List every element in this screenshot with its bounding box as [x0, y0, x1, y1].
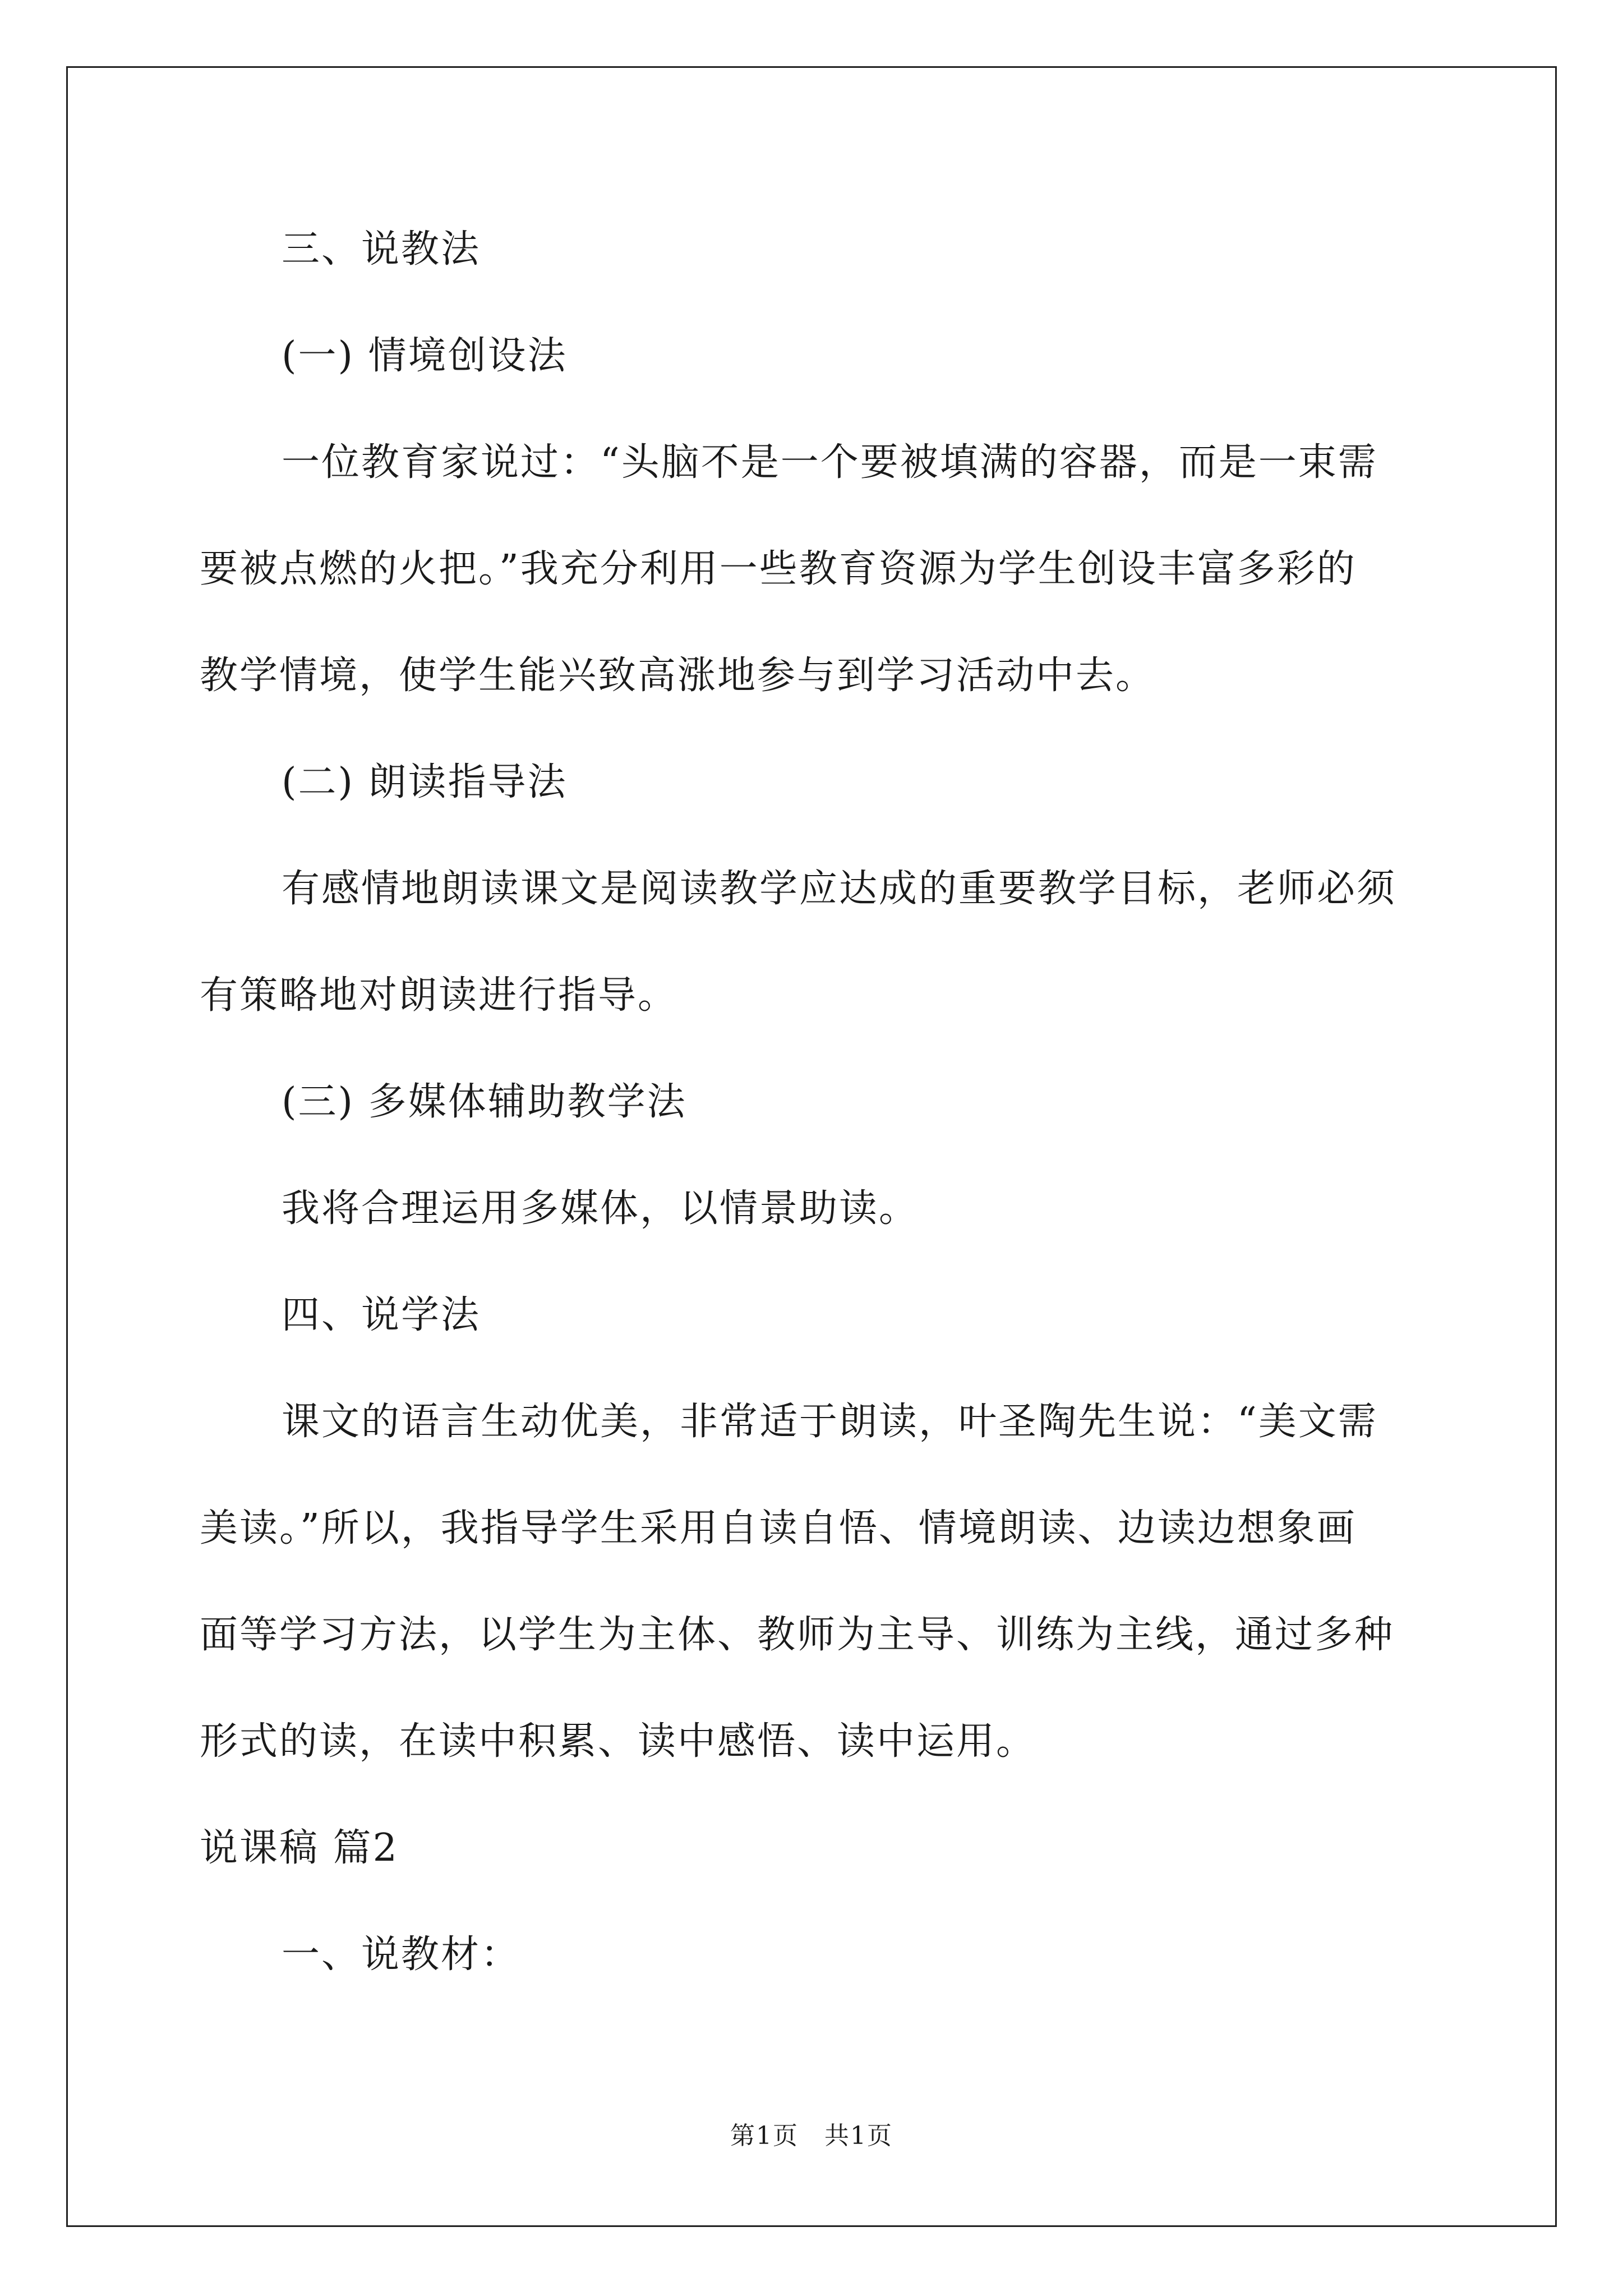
section-heading: 一、说教材： — [282, 1932, 521, 1977]
subsection-heading: (一) 情境创设法 — [282, 334, 568, 378]
paragraph-line: 美读。”所以，我指导学生采用自读自悟、情境朗读、边读边想象画 — [200, 1506, 1357, 1550]
document-title: 说课稿 篇2 — [200, 1826, 399, 1870]
paragraph-line: 形式的读，在读中积累、读中感悟、读中运用。 — [200, 1719, 1036, 1764]
section-heading: 四、说学法 — [282, 1293, 481, 1337]
paragraph-line: 一位教育家说过：“头脑不是一个要被填满的容器，而是一束需 — [282, 440, 1378, 485]
subsection-heading: (二) 朗读指导法 — [282, 760, 568, 804]
paragraph-line: 教学情境，使学生能兴致高涨地参与到学习活动中去。 — [200, 654, 1156, 698]
paragraph-line: 有策略地对朗读进行指导。 — [200, 973, 678, 1018]
page-number-footer: 第1页 共1页 — [730, 2122, 893, 2150]
paragraph-line: 要被点燃的火把。”我充分利用一些教育资源为学生创设丰富多彩的 — [200, 547, 1357, 591]
subsection-heading: (三) 多媒体辅助教学法 — [282, 1080, 687, 1124]
page-border — [66, 66, 1557, 2227]
paragraph-line: 课文的语言生动优美，非常适于朗读，叶圣陶先生说：“美文需 — [282, 1400, 1378, 1444]
paragraph-line: 有感情地朗读课文是阅读教学应达成的重要教学目标，老师必须 — [282, 867, 1397, 911]
paragraph-line: 面等学习方法，以学生为主体、教师为主导、训练为主线，通过多种 — [200, 1613, 1395, 1657]
paragraph-line: 我将合理运用多媒体，以情景助读。 — [282, 1186, 919, 1231]
section-heading: 三、说教法 — [282, 227, 481, 272]
